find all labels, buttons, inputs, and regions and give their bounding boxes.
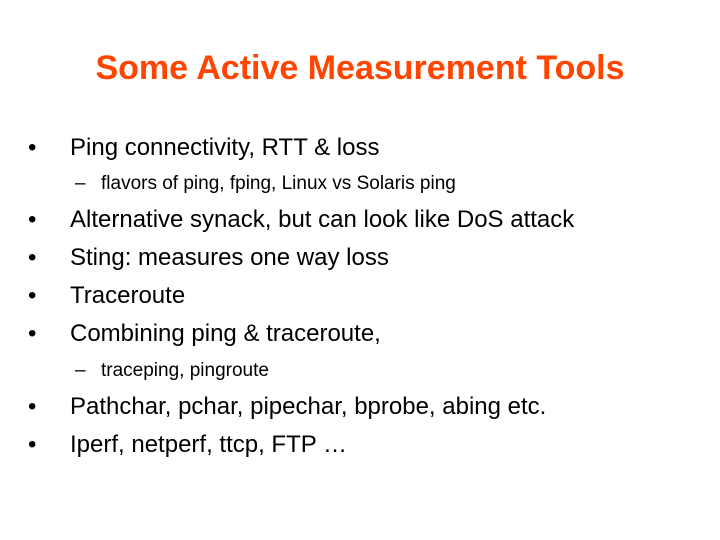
bullet-dot-icon: • bbox=[28, 206, 37, 233]
bullet-item bbox=[28, 281, 185, 311]
bullet-dot-icon: • bbox=[28, 282, 37, 309]
bullet-item bbox=[28, 392, 546, 422]
sub-bullet-text: traceping, pingroute bbox=[101, 360, 269, 381]
bullet-text: Alternative synack, but can look like DoS attack bbox=[70, 206, 575, 233]
bullet-item bbox=[28, 243, 389, 273]
bullet-dot-icon: • bbox=[28, 431, 37, 458]
sub-bullet-item bbox=[75, 172, 456, 196]
bullet-text: Pathchar, pchar, pipechar, bprobe, abing etc. bbox=[70, 393, 547, 420]
bullet-text: Ping connectivity, RTT & loss bbox=[70, 134, 380, 161]
bullet-item bbox=[28, 133, 379, 163]
bullet-text: Combining ping & traceroute, bbox=[70, 320, 381, 347]
bullet-dot-icon: • bbox=[28, 244, 37, 271]
bullet-dot-icon: • bbox=[28, 320, 37, 347]
dash-icon: – bbox=[75, 173, 86, 194]
sub-bullet-text: flavors of ping, fping, Linux vs Solaris ping bbox=[101, 173, 456, 194]
bullet-item bbox=[28, 319, 381, 349]
bullet-dot-icon: • bbox=[28, 393, 37, 420]
sub-bullet-item bbox=[75, 359, 269, 383]
bullet-item bbox=[28, 430, 347, 460]
bullet-text: Iperf, netperf, ttcp, FTP … bbox=[70, 431, 347, 458]
dash-icon: – bbox=[75, 360, 86, 381]
slide-title: Some Active Measurement Tools bbox=[95, 49, 625, 87]
bullet-text: Traceroute bbox=[70, 282, 186, 309]
bullet-text: Sting: measures one way loss bbox=[70, 244, 389, 271]
bullet-item bbox=[28, 205, 574, 235]
bullet-dot-icon: • bbox=[28, 134, 37, 161]
